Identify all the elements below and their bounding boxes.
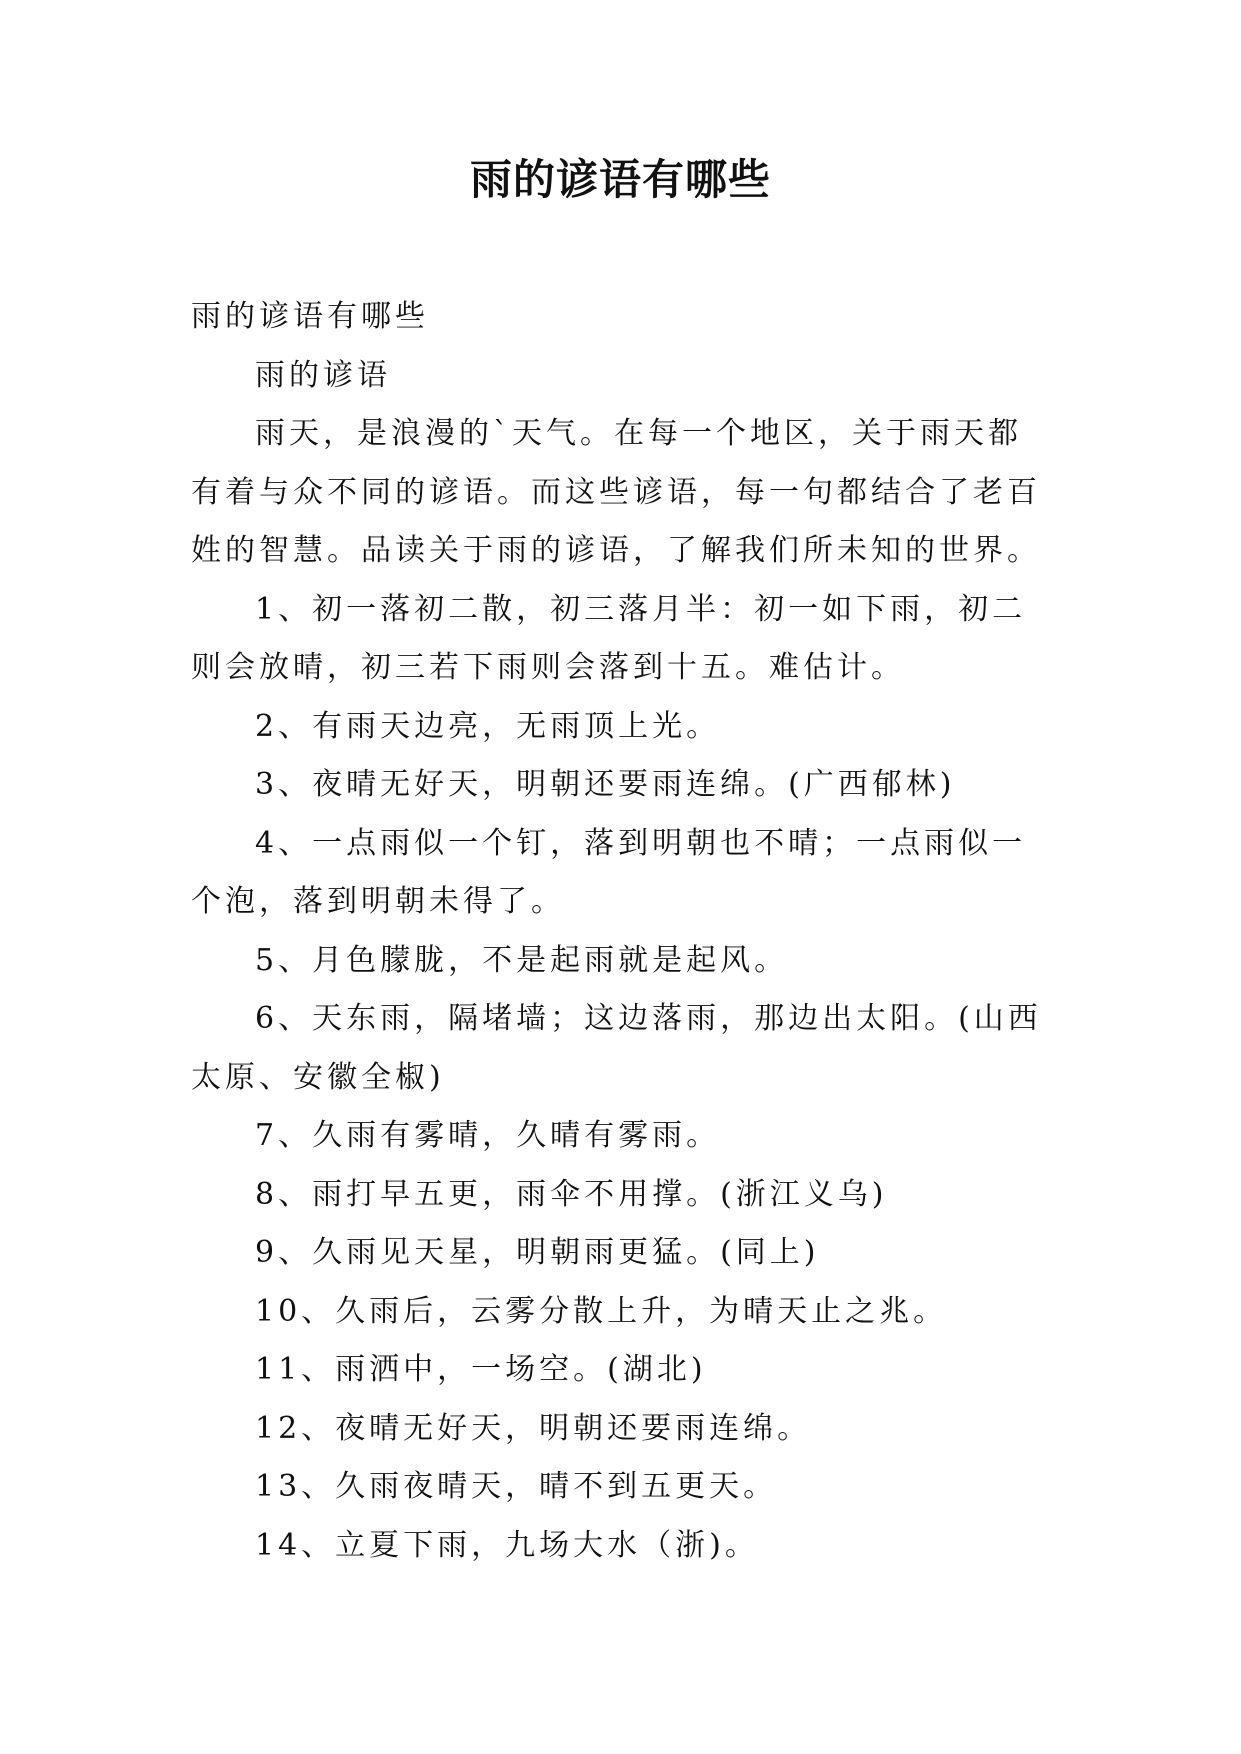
- paragraph: 10、久雨后，云雾分散上升，为晴天止之兆。: [255, 1293, 948, 1329]
- paragraph: 14、立夏下雨，九场大水（浙)。: [255, 1527, 759, 1563]
- paragraph: 5、月色朦胧，不是起雨就是起风。: [255, 942, 789, 978]
- paragraph: 11、雨洒中，一场空。(湖北): [255, 1352, 707, 1387]
- document-body: [191, 288, 1051, 1575]
- paragraph: 6、天东雨，隔堵墙；这边落雨，那边出太阳。(山西太原、安徽全椒): [191, 1001, 1042, 1095]
- paragraph: 13、久雨夜晴天，晴不到五更天。: [255, 1469, 778, 1504]
- paragraph: 9、久雨见天星，明朝雨更猛。(同上): [255, 1235, 820, 1270]
- paragraph: 8、雨打早五更，雨伞不用撑。(浙江义乌): [255, 1176, 888, 1212]
- paragraph: 4、一点雨似一个钉，落到明朝也不晴；一点雨似一个泡，落到明朝未得了。: [191, 825, 1027, 919]
- paragraph: 7、久雨有雾晴，久晴有雾雨。: [255, 1118, 721, 1153]
- paragraph: 雨天，是浪漫的`天气。在每一个地区，关于雨天都有着与众不同的谚语。而这些谚语，每一句都结合了老百姓的智慧。品读关于雨的谚语，了解我们所未知的世界。: [191, 416, 1041, 568]
- paragraph: 2、有雨天边亮，无雨顶上光。: [255, 708, 721, 744]
- paragraph: 3、夜晴无好天，明朝还要雨连绵。(广西郁林): [255, 767, 956, 802]
- paragraph: 雨的谚语有哪些: [191, 299, 429, 334]
- paragraph: 雨的谚语: [255, 357, 391, 393]
- paragraph: 1、初一落初二散，初三落月半：初一如下雨，初二则会放晴，初三若下雨则会落到十五。难估计。: [191, 591, 1027, 685]
- paragraph: 12、夜晴无好天，明朝还要雨连绵。: [255, 1410, 812, 1446]
- document-title: 雨的谚语有哪些: [469, 155, 771, 204]
